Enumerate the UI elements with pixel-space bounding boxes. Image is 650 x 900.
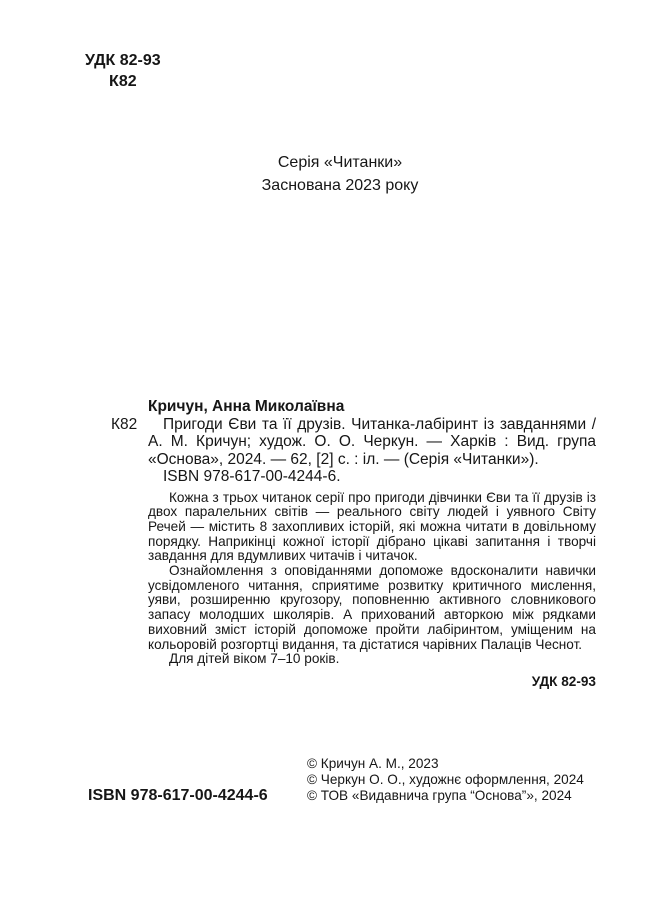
isbn-note: ISBN 978-617-00-4244-6. <box>163 468 341 485</box>
annotation-paragraph-2: Ознайомлення з оповіданнями допоможе вдосконалити навички усвідомленого читання, сприятиме розвитку критичного мислення, уяви, розширенню кругозору, поповненню активного словникового запасу молодших школярів. А прихований авторкою між рядками виховний зміст історій допоможе пройти лабіринтом, уміщеним на кольоровій розгортці видання, та дістатися чарівних Палаців Чеснот. <box>148 563 596 652</box>
series-name: Серія «Читанки» <box>277 154 403 171</box>
age-note: Для дітей віком 7–10 років. <box>169 651 340 667</box>
bibliographic-description: Пригоди Єви та її друзів. Читанка-лабіринт із завданнями / А. М. Кричун; худож. О. О. Черкун. — Харків : Вид. група «Основа», 2024. — 62, [2] с. : іл. — (Серія «Читанки»). <box>148 415 596 468</box>
annotation-paragraph-1: Кожна з трьох читанок серії про пригоди дівчинки Єви та її друзів із двох паралельних світів — реального світу людей і уявного Світу Речей — містить 8 захопливих історій, які можна читати в довільному порядку. Наприкінці кожної історії дібрано цікаві запитання і творчі завдання для вдумливих читачів і читачок. <box>148 489 596 564</box>
isbn-bottom: ISBN 978-617-00-4244-6 <box>88 787 268 804</box>
margin-author-code: К82 <box>111 415 138 433</box>
series-block <box>85 151 595 197</box>
series-founded: Заснована 2023 року <box>261 177 419 194</box>
udk-classification-block <box>85 50 161 92</box>
copyright-line-publisher: © ТОВ «Видавнича група “Основа”», 2024 <box>307 788 572 803</box>
author-heading: Кричун, Анна Миколаївна <box>148 398 345 415</box>
catalog-card <box>111 398 596 690</box>
udk-author-code: К82 <box>109 73 137 90</box>
udk-bottom-label: УДК 82-93 <box>531 673 596 689</box>
copyright-line-artist: © Черкун О. О., художнє оформлення, 2024 <box>307 772 584 787</box>
copyright-block <box>307 756 584 804</box>
copyright-line-author: © Кричун А. М., 2023 <box>307 756 439 771</box>
bibliographic-entry <box>111 415 596 469</box>
udk-top-label: УДК 82-93 <box>85 52 161 69</box>
